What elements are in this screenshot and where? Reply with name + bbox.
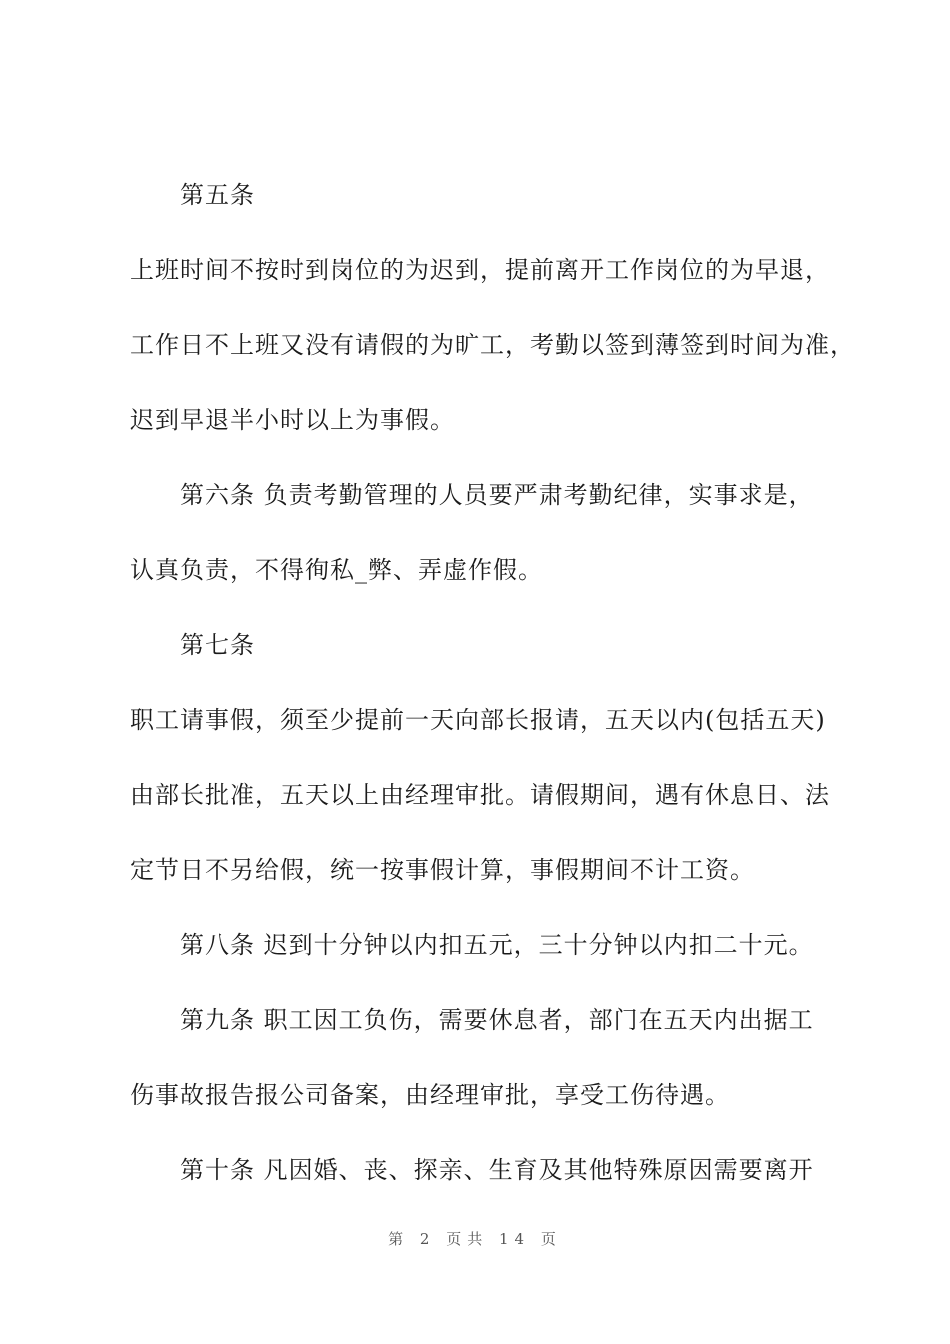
article-7-heading: 第七条 bbox=[180, 631, 255, 659]
page-number-footer: 第 2 页共 14 页 bbox=[388, 1230, 562, 1248]
article-7-text-line-1: 职工请事假，须至少提前一天向部长报请，五天以内(包括五天) bbox=[130, 706, 826, 734]
article-9-line-1: 第九条 职工因工负伤，需要休息者，部门在五天内出据工 bbox=[180, 1006, 814, 1034]
article-5-text-line-3: 迟到早退半小时以上为事假。 bbox=[130, 406, 455, 434]
article-7-text-line-2: 由部长批准，五天以上由经理审批。请假期间，遇有休息日、法 bbox=[130, 781, 830, 809]
article-9-line-2: 伤事故报告报公司备案，由经理审批，享受工伤待遇。 bbox=[130, 1081, 730, 1109]
article-10-line-1: 第十条 凡因婚、丧、探亲、生育及其他特殊原因需要离开 bbox=[180, 1156, 814, 1184]
article-6-line-1: 第六条 负责考勤管理的人员要严肃考勤纪律，实事求是， bbox=[180, 481, 814, 509]
article-5-text-line-1: 上班时间不按时到岗位的为迟到，提前离开工作岗位的为早退， bbox=[130, 256, 830, 284]
article-6-line-2: 认真负责，不得徇私_弊、弄虚作假。 bbox=[130, 556, 543, 584]
article-5-text-line-2: 工作日不上班又没有请假的为旷工，考勤以签到薄签到时间为准， bbox=[130, 331, 855, 359]
article-5-heading: 第五条 bbox=[180, 181, 255, 209]
article-8-line: 第八条 迟到十分钟以内扣五元，三十分钟以内扣二十元。 bbox=[180, 931, 814, 959]
article-7-text-line-3: 定节日不另给假，统一按事假计算，事假期间不计工资。 bbox=[130, 856, 755, 884]
